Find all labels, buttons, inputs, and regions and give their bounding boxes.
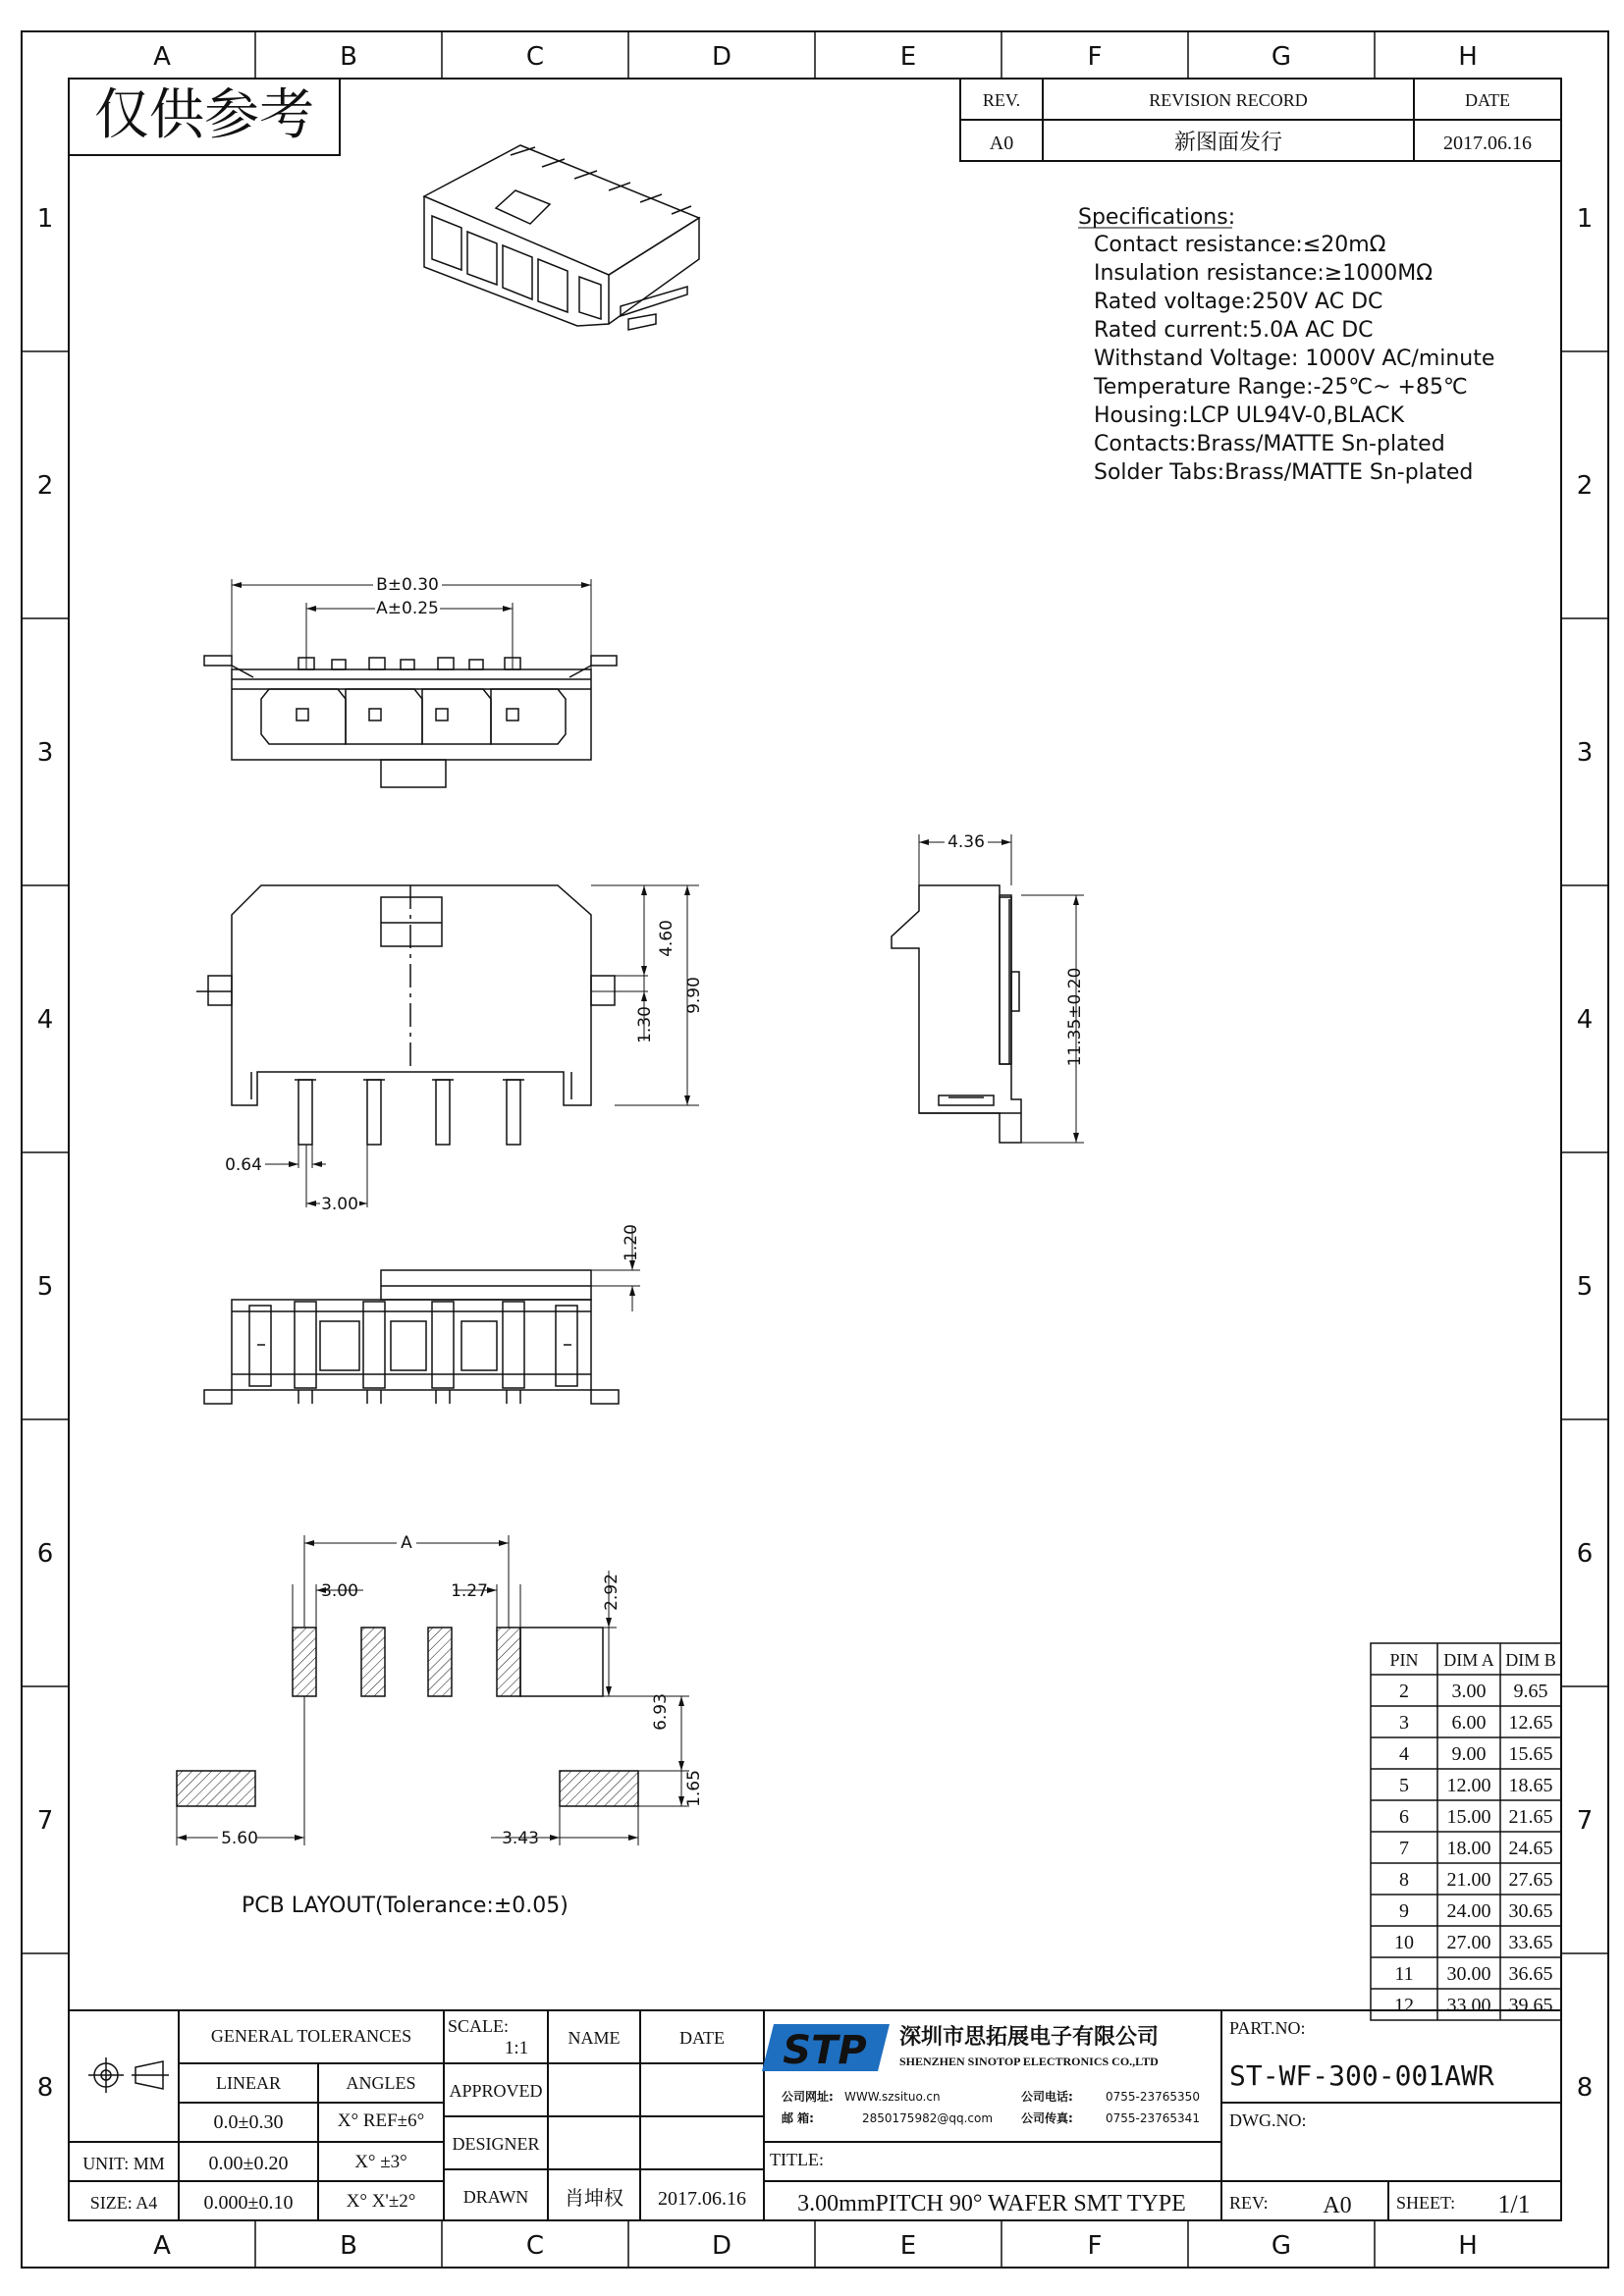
- angle-tol-1: X° REF±6°: [337, 2110, 425, 2131]
- pin-table-cell: 12: [1394, 1995, 1414, 2016]
- pin-table-cell: 21.65: [1508, 1806, 1553, 1828]
- dim-b-tol: B±0.30: [376, 575, 439, 595]
- spec-line: Temperature Range:-25℃~ +85℃: [1094, 375, 1468, 400]
- pin-table-cell: 5: [1399, 1775, 1409, 1796]
- column-label-bottom: D: [711, 2231, 732, 2261]
- row-label-left: 8: [36, 2073, 54, 2103]
- spec-line: Insulation resistance:≥1000MΩ: [1094, 261, 1434, 286]
- name-header: NAME: [568, 2028, 621, 2048]
- company-name-en: SHENZHEN SINOTOP ELECTRONICS CO.,LTD: [899, 2055, 1159, 2068]
- specifications: [1078, 205, 1494, 485]
- approved-label: APPROVED: [449, 2081, 543, 2101]
- date-value: 2017.06.16: [1443, 133, 1532, 154]
- dwg-no-label: DWG.NO:: [1229, 2110, 1307, 2130]
- front-view-middle-dims: [225, 885, 704, 1214]
- pcb-solder-tab: [560, 1771, 638, 1806]
- pin-table-cell: 10: [1394, 1932, 1414, 1953]
- pcb-dim-1-27: 1.27: [451, 1581, 488, 1601]
- spec-line: Housing:LCP UL94V-0,BLACK: [1094, 403, 1405, 428]
- size-label: SIZE: A4: [89, 2193, 158, 2213]
- pcb-pad: [361, 1628, 385, 1696]
- pcb-dim-6-93: 6.93: [651, 1693, 671, 1731]
- pin-table-cell: 15.00: [1446, 1806, 1491, 1828]
- pin-table-cell: 7: [1399, 1838, 1409, 1859]
- pin-table-cell: 3.00: [1451, 1681, 1487, 1702]
- company-logo: [762, 2024, 890, 2073]
- column-label-top: E: [899, 42, 917, 72]
- row-label-left: 7: [36, 1806, 54, 1836]
- linear-tol-3: 0.000±0.10: [203, 2192, 294, 2214]
- front-view-top: [204, 656, 617, 787]
- pin-table-cell: 6: [1399, 1806, 1409, 1828]
- stamp-text: 仅供参考: [94, 83, 314, 147]
- pcb-pad: [428, 1628, 452, 1696]
- title-label: TITLE:: [770, 2150, 824, 2169]
- pin-table-cell: 6.00: [1451, 1712, 1487, 1734]
- date-header-tb: DATE: [679, 2028, 725, 2048]
- dim-3-00: 3.00: [321, 1195, 358, 1214]
- column-label-top: H: [1458, 42, 1478, 72]
- mail-value: 2850175982@qq.com: [862, 2111, 994, 2125]
- row-label-left: 3: [36, 738, 54, 768]
- spec-line: Rated voltage:250V AC DC: [1094, 290, 1383, 314]
- tel-label: 公司电话:: [1021, 2090, 1073, 2104]
- pin-table-cell: 8: [1399, 1869, 1409, 1891]
- column-label-top: G: [1271, 42, 1292, 72]
- pin-dimension-table: [1371, 1643, 1561, 2020]
- unit-label: UNIT: MM: [82, 2154, 165, 2173]
- rev-value: A0: [989, 133, 1014, 154]
- pcb-dim-3-00: 3.00: [321, 1581, 358, 1601]
- row-label-right: 5: [1576, 1272, 1594, 1302]
- angle-tol-2: X° ±3°: [354, 2152, 407, 2172]
- pin-table-cell: 9: [1399, 1900, 1409, 1922]
- dim-1-20: 1.20: [622, 1224, 641, 1261]
- part-no: ST-WF-300-001AWR: [1229, 2059, 1494, 2092]
- spec-line: Solder Tabs:Brass/MATTE Sn-plated: [1094, 460, 1474, 485]
- column-label-bottom: G: [1271, 2231, 1292, 2261]
- pin-table-header: DIM A: [1443, 1650, 1494, 1670]
- pin-table-cell: 27.00: [1446, 1932, 1491, 1953]
- bottom-view-dims: [591, 1224, 641, 1311]
- pin-table-cell: 21.00: [1446, 1869, 1491, 1891]
- drawn-date: 2017.06.16: [658, 2188, 746, 2210]
- logo-text: STP: [783, 2028, 867, 2073]
- pcb-solder-tab: [177, 1771, 255, 1806]
- pin-table-cell: 24.00: [1446, 1900, 1491, 1922]
- row-label-left: 1: [36, 204, 54, 234]
- pin-table-cell: 4: [1399, 1743, 1409, 1765]
- pin-table-cell: 12.00: [1446, 1775, 1491, 1796]
- row-label-left: 4: [36, 1005, 54, 1035]
- angle-tol-3: X° X'±2°: [346, 2191, 416, 2212]
- dim-1-30: 1.30: [635, 1006, 655, 1043]
- pcb-pad: [497, 1628, 520, 1696]
- pin-table-cell: 18.65: [1508, 1775, 1553, 1796]
- pcb-dim-1-65: 1.65: [684, 1770, 704, 1807]
- company-name-cn: 深圳市思拓展电子有限公司: [899, 2025, 1160, 2050]
- isometric-view: [424, 145, 699, 330]
- pin-table-cell: 39.65: [1508, 1995, 1553, 2016]
- linear-header: LINEAR: [216, 2073, 281, 2093]
- projection-symbol-icon: [88, 2057, 169, 2093]
- part-no-label: PART.NO:: [1229, 2018, 1306, 2038]
- pin-table-cell: 9.00: [1451, 1743, 1487, 1765]
- web-value: WWW.szsituo.cn: [844, 2090, 941, 2104]
- dim-4-60: 4.60: [657, 920, 677, 957]
- pin-table-cell: 30.65: [1508, 1900, 1553, 1922]
- drawn-name: 肖坤权: [565, 2186, 623, 2210]
- rev-value-tb: A0: [1323, 2193, 1352, 2218]
- column-label-top: A: [153, 42, 171, 72]
- pin-table-cell: 24.65: [1508, 1838, 1553, 1859]
- pin-table-header: DIM B: [1505, 1650, 1556, 1670]
- angles-header: ANGLES: [346, 2073, 416, 2093]
- row-label-right: 1: [1576, 204, 1594, 234]
- dim-a-tol: A±0.25: [376, 599, 439, 618]
- linear-tol-2: 0.00±0.20: [208, 2153, 289, 2174]
- rev-header: REV.: [982, 90, 1021, 110]
- row-label-left: 6: [36, 1539, 54, 1569]
- sheet-label: SHEET:: [1396, 2193, 1456, 2213]
- front-view-middle: [196, 885, 615, 1145]
- pin-table-cell: 15.65: [1508, 1743, 1553, 1765]
- pcb-dim-2-92: 2.92: [602, 1574, 622, 1611]
- fax-value: 0755-23765341: [1106, 2111, 1200, 2125]
- rev-label-tb: REV:: [1229, 2193, 1269, 2213]
- web-label: 公司网址:: [782, 2090, 834, 2104]
- pcb-dim-a: A: [401, 1533, 412, 1553]
- drawing-title: 3.00mmPITCH 90° WAFER SMT TYPE: [797, 2191, 1186, 2216]
- pcb-layout-label: PCB LAYOUT(Tolerance:±0.05): [242, 1894, 568, 1918]
- dim-4-36: 4.36: [947, 832, 985, 852]
- sheet-value: 1/1: [1497, 2190, 1531, 2218]
- column-label-bottom: C: [525, 2231, 545, 2261]
- spec-line: Contacts:Brass/MATTE Sn-plated: [1094, 432, 1445, 456]
- row-label-right: 4: [1576, 1005, 1594, 1035]
- pin-table-cell: 3: [1399, 1712, 1409, 1734]
- pin-table-cell: 33.00: [1446, 1995, 1491, 2016]
- front-view-top-dims: [232, 575, 591, 669]
- scale-value: 1:1: [504, 2038, 529, 2058]
- row-label-left: 2: [36, 471, 54, 501]
- pin-table-cell: 27.65: [1508, 1869, 1553, 1891]
- fax-label: 公司传真:: [1021, 2111, 1073, 2125]
- drawn-label: DRAWN: [462, 2187, 529, 2207]
- row-label-right: 3: [1576, 738, 1594, 768]
- pcb-dim-5-60: 5.60: [221, 1829, 258, 1848]
- spec-line: Contact resistance:≤20mΩ: [1094, 233, 1386, 257]
- column-label-top: B: [340, 42, 357, 72]
- linear-tol-1: 0.0±0.30: [213, 2111, 284, 2133]
- dim-0-64: 0.64: [225, 1155, 262, 1175]
- scale-label: SCALE:: [448, 2016, 510, 2036]
- row-label-right: 7: [1576, 1806, 1594, 1836]
- column-label-top: D: [711, 42, 732, 72]
- pin-table-cell: 9.65: [1513, 1681, 1548, 1702]
- column-label-bottom: A: [153, 2231, 171, 2261]
- pin-table-cell: 18.00: [1446, 1838, 1491, 1859]
- column-label-bottom: E: [899, 2231, 917, 2261]
- spec-line: Rated current:5.0A AC DC: [1094, 318, 1374, 343]
- pcb-dim-3-43: 3.43: [502, 1829, 539, 1848]
- pin-table-cell: 33.65: [1508, 1932, 1553, 1953]
- spec-title: Specifications:: [1078, 205, 1236, 230]
- row-label-right: 8: [1576, 2073, 1594, 2103]
- pin-table-cell: 12.65: [1508, 1712, 1553, 1734]
- spec-line: Withstand Voltage: 1000V AC/minute: [1094, 347, 1495, 371]
- column-label-bottom: F: [1087, 2231, 1103, 2261]
- pin-table-cell: 30.00: [1446, 1963, 1491, 1985]
- row-label-right: 2: [1576, 471, 1594, 501]
- title-block: [69, 2010, 1561, 2220]
- date-header: DATE: [1465, 90, 1510, 110]
- column-label-top: C: [525, 42, 545, 72]
- pcb-layout-dims: [177, 1533, 704, 1918]
- pin-table-cell: 36.65: [1508, 1963, 1553, 1985]
- record-header: REVISION RECORD: [1149, 90, 1308, 110]
- pin-table-cell: 11: [1394, 1963, 1414, 1985]
- revision-table: [960, 79, 1561, 161]
- pcb-layout: [177, 1628, 638, 1845]
- pin-table-cell: 2: [1399, 1681, 1409, 1702]
- dim-11-35: 11.35±0.20: [1065, 967, 1085, 1067]
- pin-table-header: PIN: [1389, 1650, 1419, 1670]
- record-value: 新图面发行: [1173, 131, 1283, 155]
- bottom-view: [204, 1270, 619, 1404]
- row-label-right: 6: [1576, 1539, 1594, 1569]
- row-label-left: 5: [36, 1272, 54, 1302]
- pcb-pad: [293, 1628, 316, 1696]
- mail-label: 邮 箱:: [782, 2111, 814, 2125]
- dim-9-90: 9.90: [684, 977, 704, 1014]
- pcb-pad-outline: [520, 1628, 603, 1696]
- tel-value: 0755-23765350: [1106, 2090, 1200, 2104]
- general-tolerances: GENERAL TOLERANCES: [210, 2026, 412, 2046]
- column-label-bottom: B: [340, 2231, 357, 2261]
- column-label-bottom: H: [1458, 2231, 1478, 2261]
- designer-label: DESIGNER: [452, 2134, 540, 2154]
- side-view: [892, 885, 1021, 1143]
- column-label-top: F: [1087, 42, 1103, 72]
